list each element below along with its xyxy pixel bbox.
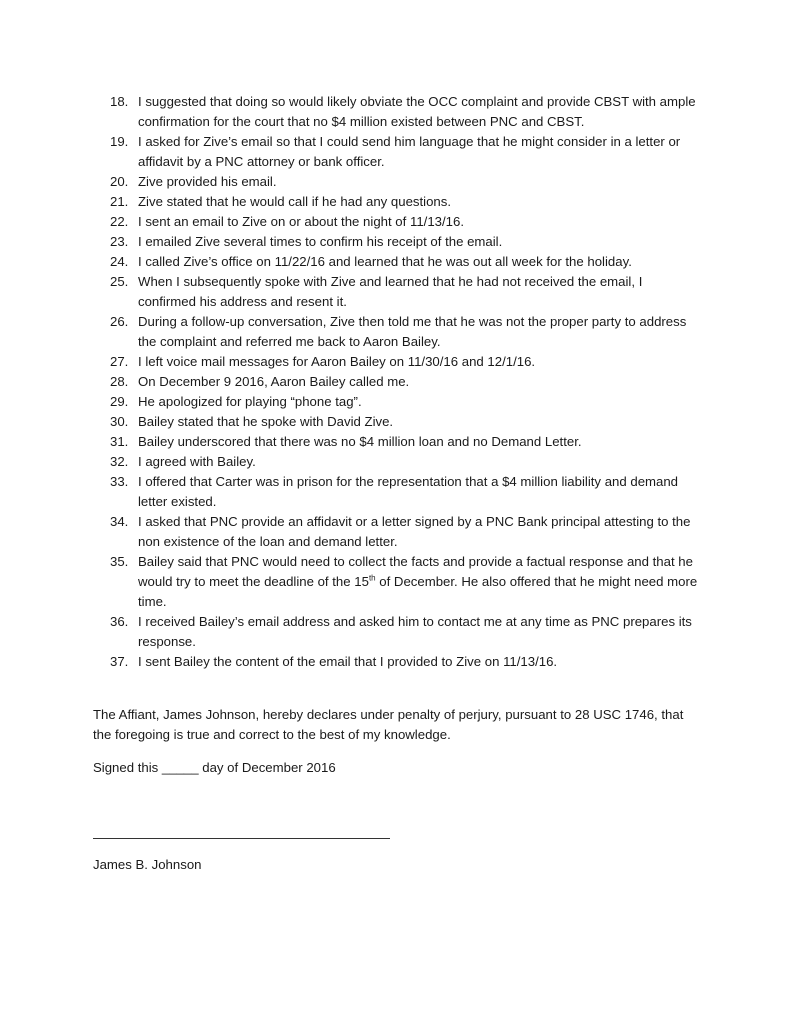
item-number: 25.	[110, 274, 129, 289]
item-text: He apologized for playing “phone tag”.	[138, 394, 362, 409]
list-item	[110, 392, 700, 412]
item-text: I emailed Zive several times to confirm his receipt of the email.	[138, 234, 503, 249]
item-number: 23.	[110, 234, 129, 249]
list-item	[110, 312, 700, 352]
list-item	[110, 92, 700, 132]
item-text: Bailey underscored that there was no $4 million loan and no Demand Letter.	[138, 434, 582, 449]
item-number: 19.	[110, 134, 129, 149]
ordinal-superscript: th	[368, 573, 376, 583]
item-number: 20.	[110, 174, 129, 189]
list-item	[110, 272, 700, 312]
item-number: 35.	[110, 554, 129, 569]
item-text: During a follow-up conversation, Zive then told me that he was not the proper party to address the complaint and referred me back to Aaron Bailey.	[138, 314, 687, 349]
numbered-statement-list	[110, 92, 700, 672]
item-number: 34.	[110, 514, 129, 529]
list-item	[110, 412, 700, 432]
item-text: I left voice mail messages for Aaron Bailey on 11/30/16 and 12/1/16.	[138, 354, 536, 369]
item-text: I sent an email to Zive on or about the night of 11/13/16.	[138, 214, 464, 229]
item-text: Zive provided his email.	[138, 174, 277, 189]
item-text: I called Zive’s office on 11/22/16 and learned that he was out all week for the holiday.	[138, 254, 632, 269]
item-number: 32.	[110, 454, 129, 469]
list-item	[110, 452, 700, 472]
list-item	[110, 132, 700, 172]
item-number: 29.	[110, 394, 129, 409]
list-item	[110, 232, 700, 252]
item-text: I received Bailey’s email address and asked him to contact me at any time as PNC prepares its response.	[138, 614, 692, 649]
item-number: 37.	[110, 654, 129, 669]
list-item	[110, 192, 700, 212]
item-text: I sent Bailey the content of the email that I provided to Zive on 11/13/16.	[138, 654, 558, 669]
item-text-part: Bailey said that PNC would need to collect the facts and provide a factual response and that he would try to meet the deadline of the 15	[138, 554, 693, 589]
list-item	[110, 472, 700, 512]
item-number: 26.	[110, 314, 129, 329]
list-item	[110, 512, 700, 552]
perjury-declaration: The Affiant, James Johnson, hereby declares under penalty of perjury, pursuant to 28 USC 1746, that the foregoing is true and correct to the best of my knowledge.	[93, 707, 684, 742]
list-item	[110, 252, 700, 272]
list-item	[110, 372, 700, 392]
item-text: When I subsequently spoke with Zive and learned that he had not received the email, I confirmed his address and resent it.	[138, 274, 643, 309]
item-text	[138, 552, 700, 612]
item-number: 36.	[110, 614, 129, 629]
item-number: 22.	[110, 214, 129, 229]
item-text: I suggested that doing so would likely obviate the OCC complaint and provide CBST with ample confirmation for the court that no $4 million existed between PNC and CBST.	[138, 94, 696, 129]
signature-line	[93, 838, 390, 839]
item-text-part: of December. He also offered that he might need more time.	[138, 574, 698, 609]
list-item	[110, 212, 700, 232]
signer-name: James B. Johnson	[93, 857, 202, 872]
item-number: 24.	[110, 254, 129, 269]
item-number: 21.	[110, 194, 129, 209]
item-number: 30.	[110, 414, 129, 429]
item-text: Bailey stated that he spoke with David Zive.	[138, 414, 394, 429]
list-item	[110, 652, 700, 672]
list-item	[110, 612, 700, 652]
item-text: I agreed with Bailey.	[138, 454, 256, 469]
list-item	[110, 552, 700, 612]
list-item	[110, 352, 700, 372]
item-text: On December 9 2016, Aaron Bailey called me.	[138, 374, 410, 389]
list-item	[110, 172, 700, 192]
item-number: 31.	[110, 434, 129, 449]
item-number: 18.	[110, 94, 129, 109]
item-number: 28.	[110, 374, 129, 389]
item-text: Zive stated that he would call if he had any questions.	[138, 194, 452, 209]
item-number: 33.	[110, 474, 129, 489]
item-text: I offered that Carter was in prison for the representation that a $4 million liability and demand letter existed.	[138, 474, 679, 509]
item-number: 27.	[110, 354, 129, 369]
signed-date-line: Signed this _____ day of December 2016	[93, 760, 336, 775]
item-text: I asked for Zive’s email so that I could send him language that he might consider in a letter or affidavit by a PNC attorney or bank officer.	[138, 134, 681, 169]
item-text: I asked that PNC provide an affidavit or a letter signed by a PNC Bank principal attesting to the non existence of the loan and demand letter.	[138, 514, 691, 549]
list-item	[110, 432, 700, 452]
